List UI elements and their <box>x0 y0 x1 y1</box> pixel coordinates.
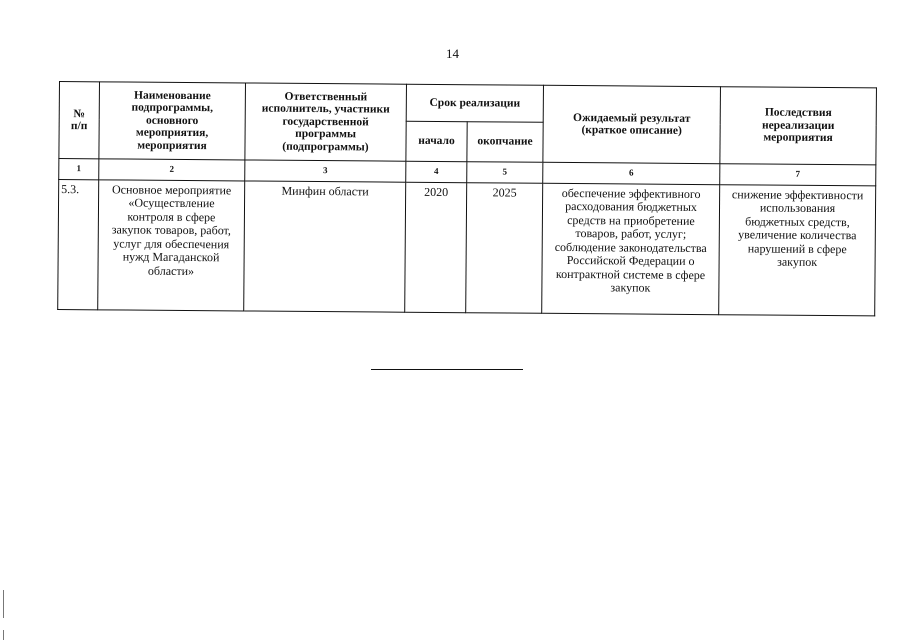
column-number: 5 <box>467 162 543 184</box>
column-number: 2 <box>99 159 245 181</box>
header-result: Ожидаемый результат (краткое описание) <box>543 85 721 163</box>
header-consequences: Последствия нереализации мероприятия <box>720 87 877 165</box>
footer-rule <box>371 369 523 370</box>
column-number: 6 <box>543 162 720 184</box>
row-consequences: снижение эффективности использования бюджетных средств, увеличение количества нарушений в сфере закупок <box>719 185 876 316</box>
row-result: обеспечение эффективного расходования бюджетных средств на приобретение товаров, работ, услуг; соблюдение законодательства Российской Федерации о контрактной системе в сфере закупок <box>542 183 720 314</box>
header-start: начало <box>406 121 467 161</box>
program-measures-table <box>57 81 877 316</box>
column-number: 7 <box>720 164 876 186</box>
header-num: № п/п <box>59 82 100 159</box>
column-number: 3 <box>245 160 406 182</box>
row-num: 5.3. <box>58 180 99 310</box>
header-row <box>59 82 876 125</box>
row-end-year: 2025 <box>466 183 543 314</box>
page-number: 14 <box>446 46 459 61</box>
row-start-year: 2020 <box>405 182 467 312</box>
header-period: Срок реализации <box>406 84 543 122</box>
column-number: 1 <box>59 159 99 180</box>
scan-speck <box>3 590 4 618</box>
table-row <box>58 180 876 316</box>
scan-speck <box>3 630 4 640</box>
header-executor: Ответственный исполнитель, участники государственной программы (подпрограммы) <box>245 83 407 161</box>
header-end: окопчание <box>467 122 543 163</box>
column-number: 4 <box>406 161 467 182</box>
row-name: Основное мероприятие «Осуществление контроля в сфере закупок товаров, работ, услуг для обеспечения нужд Магаданской области» <box>98 180 245 311</box>
row-executor: Минфин области <box>244 181 406 312</box>
header-name: Наименование подпрограммы, основного мероприятия, мероприятия <box>99 82 246 160</box>
